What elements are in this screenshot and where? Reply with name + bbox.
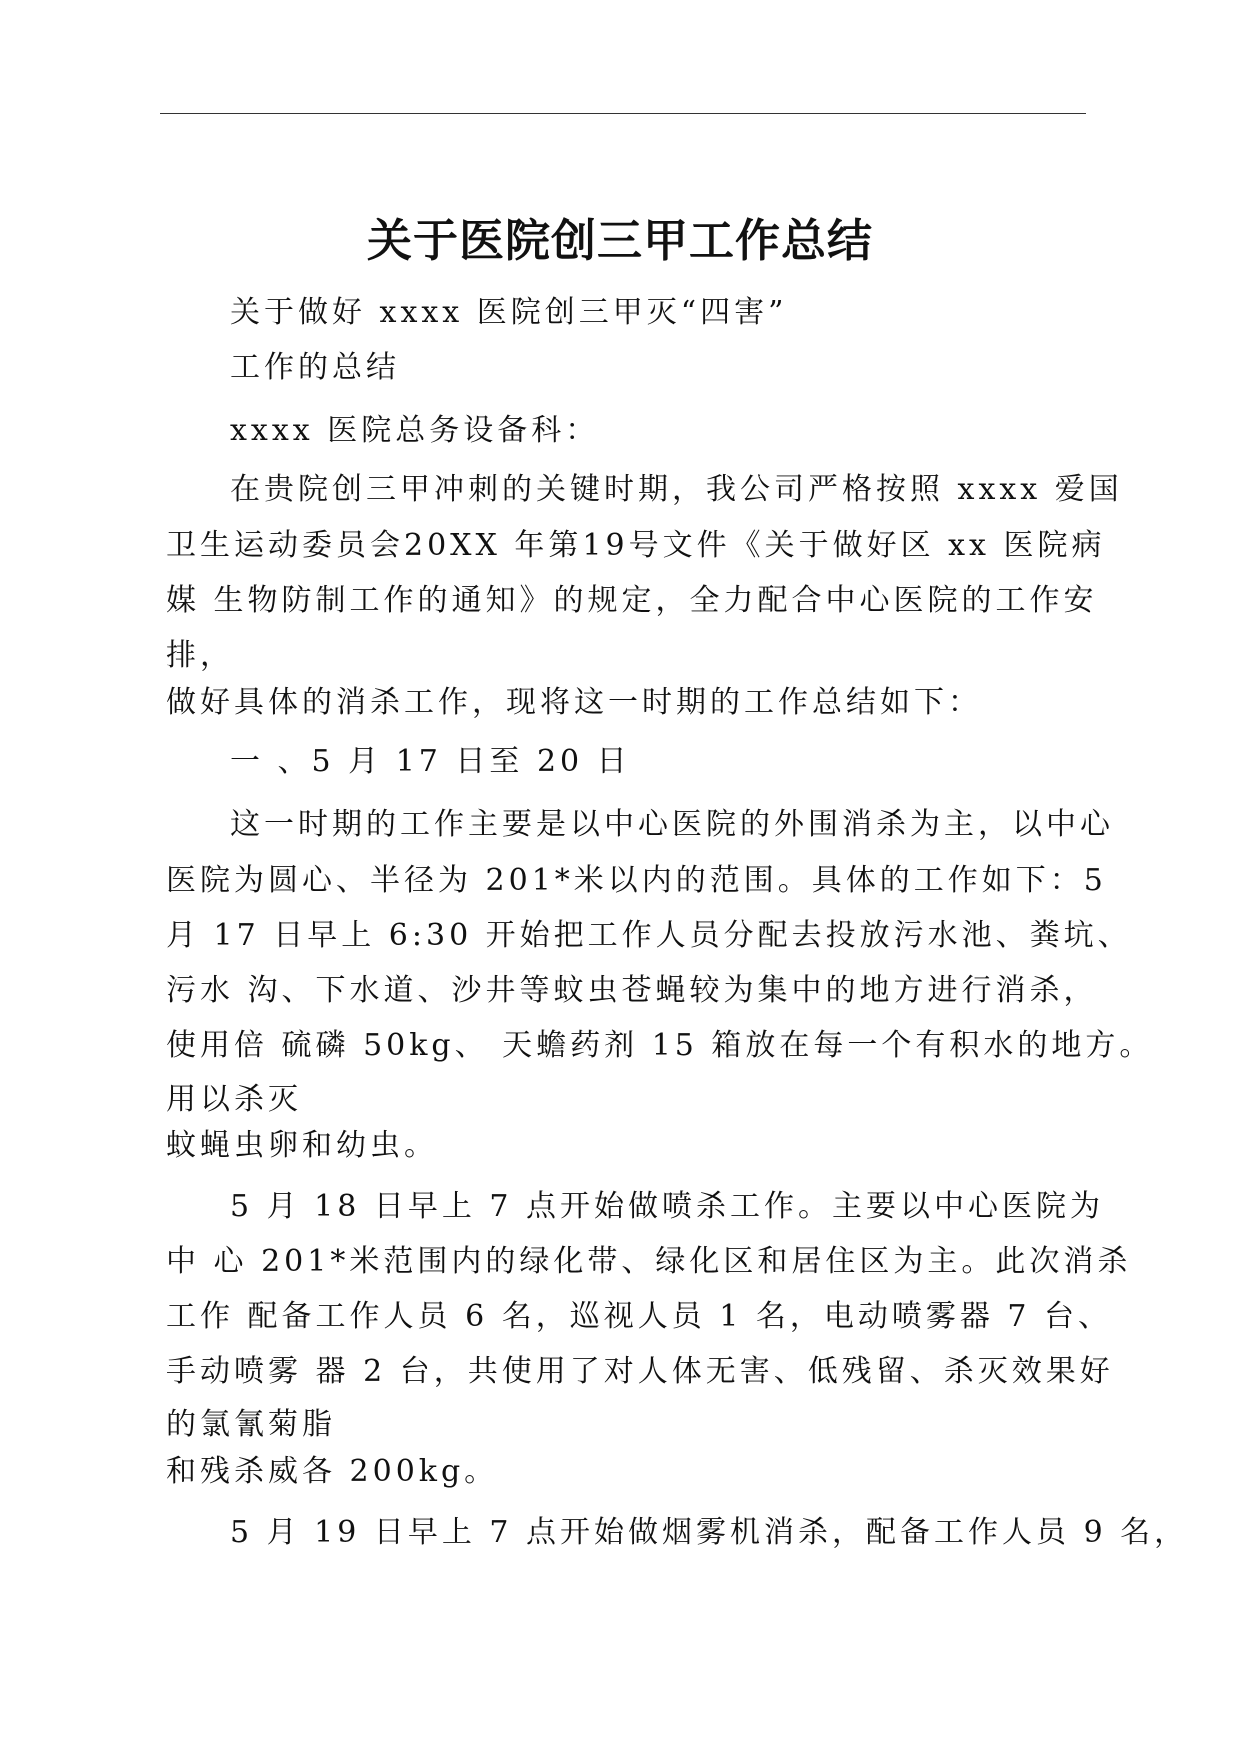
document-title: 关于医院创三甲工作总结 [366,214,873,267]
paragraph-line: 这一时期的工作主要是以中心医院的外围消杀为主，以中心 [230,807,1114,842]
paragraph-line: 排， [166,638,234,673]
paragraph-line: 卫生运动委员会20XX 年第19号文件《关于做好区 xx 医院病 [166,528,1106,563]
paragraph-line: 使用倍 硫磷 50kg、 天蟾药剂 15 箱放在每一个有积水的地方。 [166,1028,1154,1063]
subtitle-line-2: 工作的总结 [230,350,400,385]
section-heading: 一 、5 月 17 日至 20 日 [230,744,631,779]
paragraph-line: 工作 配备工作人员 6 名，巡视人员 1 名，电动喷雾器 7 台、 [166,1299,1113,1334]
paragraph-line: 污水 沟、下水道、沙井等蚊虫苍蝇较为集中的地方进行消杀， [166,973,1098,1008]
paragraph-line: 手动喷雾 器 2 台，共使用了对人体无害、低残留、杀灭效果好 [166,1354,1114,1389]
paragraph-line: 蚊蝇虫卵和幼虫。 [166,1128,438,1163]
paragraph-line: 5 月 19 日早上 7 点开始做烟雾机消杀，配备工作人员 9 名， [230,1515,1189,1550]
salutation: xxxx 医院总务设备科： [230,413,600,448]
paragraph-line: 医院为圆心、半径为 201*米以内的范围。具体的工作如下：5 [166,863,1107,898]
paragraph-line: 月 17 日早上 6:30 开始把工作人员分配去投放污水池、粪坑、 [166,918,1132,953]
paragraph-line: 做好具体的消杀工作，现将这一时期的工作总结如下： [166,685,982,720]
paragraph-line: 在贵院创三甲冲刺的关键时期，我公司严格按照 xxxx 爱国 [230,472,1123,507]
paragraph-line: 媒 生物防制工作的通知》的规定，全力配合中心医院的工作安 [166,583,1098,618]
paragraph-line: 用以杀灭 [166,1082,302,1117]
paragraph-line: 和残杀威各 200kg。 [166,1454,499,1489]
subtitle-line-1: 关于做好 xxxx 医院创三甲灭“四害” [230,295,788,330]
paragraph-line: 中 心 201*米范围内的绿化带、绿化区和居住区为主。此次消杀 [166,1244,1132,1279]
paragraph-line: 5 月 18 日早上 7 点开始做喷杀工作。主要以中心医院为 [230,1189,1105,1224]
paragraph-line: 的氯氰菊脂 [166,1407,336,1442]
header-rule [160,113,1086,114]
